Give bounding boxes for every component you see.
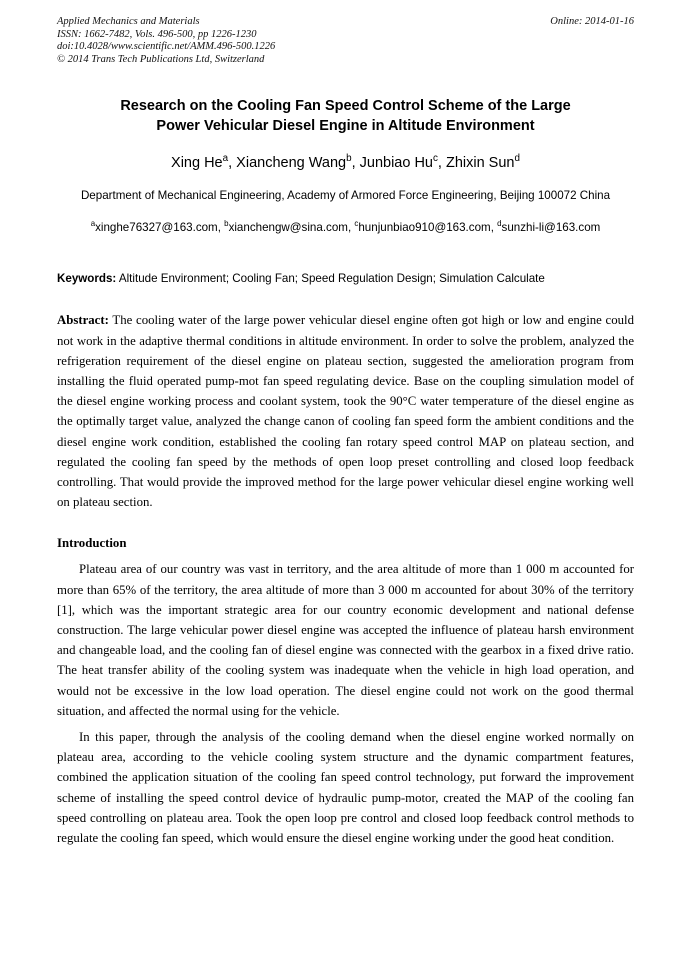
author-affiliation-mark: b [346,153,352,165]
author-email-address: sunzhi-li@163.com [501,221,601,235]
author-name: Xiancheng Wang [236,155,347,172]
author-name: Xing He [171,155,223,172]
author-affiliation-mark: c [432,153,438,165]
affiliation: Department of Mechanical Engineering, Academy of Armored Force Engineering, Beijing 100072 China [80,189,611,203]
abstract-text: The cooling water of the large power vehicular diesel engine often got high or low and engine could not work in the adaptive thermal conditions in altitude environment. In order to solve the problem, analyzed the refrigeration requirement of the diesel engine on plateau section, suggested the amelioration program from installing the fluid operated pump-mot fan speed regulating device. Base on the coupling simulation model of the diesel engine working process and coolant system, took the 90°C water temperature of the diesel engine as the optimally target value, analyzed the change canon of cooling fan speed form the ambient conditions and the diesel engine work condition, established the cooling fan rotary speed control MAP on plateau section, and regulated the cooling fan speed by the methods of open loop preset controlling and closed loop feedback controlling. That would provide the improved method for the large power vehicular diesel engine working well on plateau section. [57,313,634,510]
author-email-address: xianchengw@sina.com [228,221,348,235]
author-name: Zhixin Sun [445,155,515,172]
author-affiliation-mark: d [514,153,520,165]
online-publication-date: Online: 2014-01-16 [550,16,634,27]
author-email-address: xinghe76327@163.com [95,221,218,235]
journal-copyright-line: © 2014 Trans Tech Publications Ltd, Switzerland [57,53,265,65]
page-title: Research on the Cooling Fan Speed Control Scheme of the Large Power Vehicular Diesel Engine in Altitude Environment [120,98,571,135]
keywords-line [57,271,634,287]
section-heading-introduction: Introduction [57,536,127,551]
journal-doi-line: doi:10.4028/www.scientific.net/AMM.496-500.1226 [57,41,276,53]
abstract-block [57,310,634,512]
journal-issn-line: ISSN: 1662-7482, Vols. 496-500, pp 1226-1230 [57,28,257,40]
journal-header [57,16,634,66]
journal-name: Applied Mechanics and Materials [57,16,200,27]
author-email-address: hunjunbiao910@163.com [358,221,491,235]
keywords-label: Keywords: [57,272,117,286]
keywords-text: Altitude Environment; Cooling Fan; Speed Regulation Design; Simulation Calculate [116,272,545,286]
author-list: Xing He$^a$, Xiancheng Wang$^b$, Junbiao Hu$^c$, Zhixin Sun$^d$ [171,153,520,172]
email-affiliation-mark: b [224,219,229,229]
introduction-paragraph-2: In this paper, through the analysis of the cooling demand when the diesel engine worked normally on plateau area, according to the vehicle cooling system structure and the dynamic compartment features, combined the application situation of the cooling fan speed control technology, put forward the improvement scheme of installing the speed control device of hydraulic pump-motor, created the MAP of the cooling fan speed controlling on plateau area. Took the open loop pre control and closed loop feedback control methods to regulate the cooling fan speed, which would ensure the diesel engine working under the good heat condition. [57,730,634,846]
author-name: Junbiao Hu [359,155,433,172]
email-affiliation-mark: d [497,219,502,229]
author-emails: $^a$xinghe76327@163.com, $^b$xianchengw@sina.com, $^c$hunjunbiao910@163.com, $^d$sunzhi-li@163.com [90,219,601,235]
abstract-label: Abstract: [57,313,109,328]
introduction-paragraph-1: Plateau area of our country was vast in territory, and the area altitude of more than 1 000 m accounted for more than 65% of the territory, the area altitude of more than 3 000 m accounted for about 30% of the territory [1], which was the important strategic area for our country economic development and national defense construction. The large vehicular power diesel engine was accepted the influence of plateau harsh environment and changeable load, and the cooling fan of diesel engine was connected with the gearbox in a fixed drive ratio. The heat transfer ability of the cooling system was inadequate when the vehicle in high load operation, and would not be excessive in the low load operation. The diesel engine could not work on the good thermal situation, and affected the normal using for the vehicle. [57,562,634,718]
email-affiliation-mark: c [354,219,359,229]
author-affiliation-mark: a [222,153,229,165]
email-affiliation-mark: a [90,219,96,229]
